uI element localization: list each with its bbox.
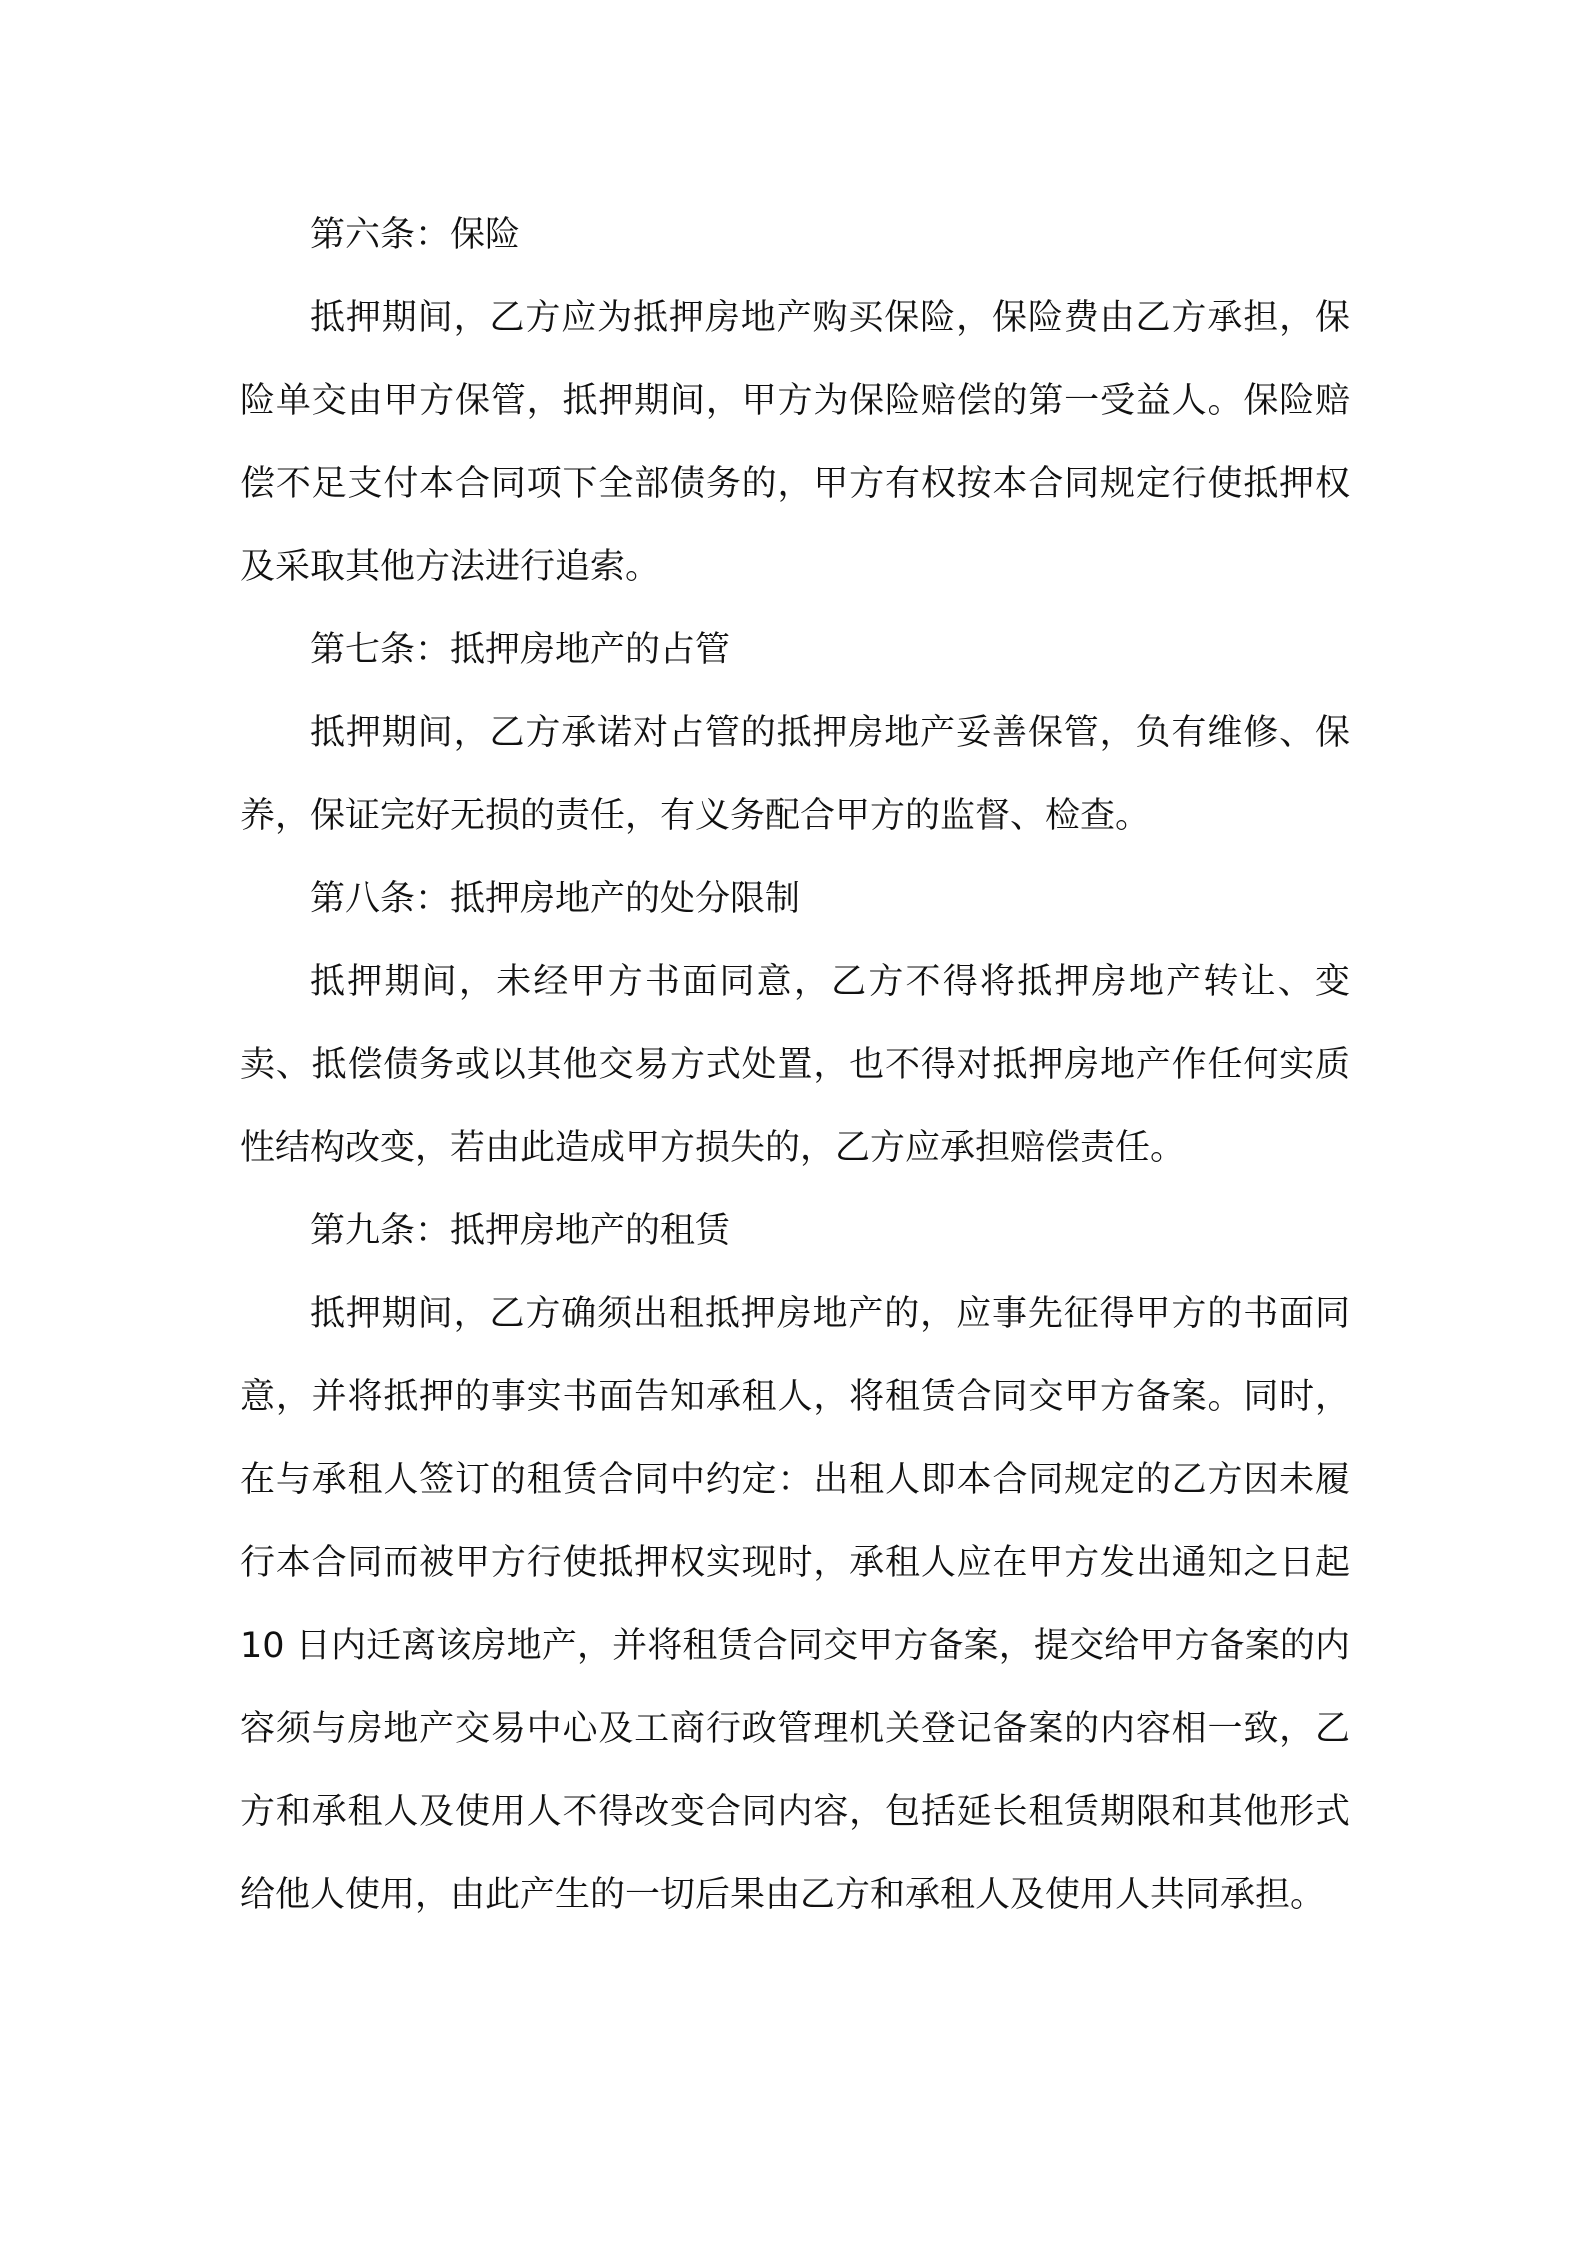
article-6-paragraph: 抵押期间，乙方应为抵押房地产购买保险，保险费由乙方承担，保险单交由甲方保管，抵押期间，甲方为保险赔偿的第一受益人。保险赔偿不足支付本合同项下全部债务的，甲方有权按本合同规定行使抵押权及采取其他方法进行追索。	[240, 298, 1350, 587]
article-9-heading: 第九条：抵押房地产的租赁	[310, 1211, 731, 1251]
article-8-heading: 第八条：抵押房地产的处分限制	[310, 879, 801, 919]
article-7-heading: 第七条：抵押房地产的占管	[310, 630, 731, 670]
article-6-heading: 第六条：保险	[310, 215, 521, 255]
article-9-paragraph: 抵押期间，乙方确须出租抵押房地产的，应事先征得甲方的书面同意，并将抵押的事实书面告知承租人，将租赁合同交甲方备案。同时，在与承租人签订的租赁合同中约定：出租人即本合同规定的乙方因未履行本合同而被甲方行使抵押权实现时，承租人应在甲方发出通知之日起 10 日内迁离该房地产，并将租赁合同交甲方备案，提交给甲方备案的内容须与房地产交易中心及工商行政管理机关登记备案的内容相一致，乙方和承租人及使用人不得改变合同内容，包括延长租赁期限和其他形式给他人使用，由此产生的一切后果由乙方和承租人及使用人共同承担。	[240, 1294, 1350, 1915]
article-7-paragraph: 抵押期间，乙方承诺对占管的抵押房地产妥善保管，负有维修、保养，保证完好无损的责任，有义务配合甲方的监督、检查。	[240, 713, 1350, 836]
article-8-paragraph: 抵押期间，未经甲方书面同意，乙方不得将抵押房地产转让、变卖、抵偿债务或以其他交易方式处置，也不得对抵押房地产作任何实质性结构改变，若由此造成甲方损失的，乙方应承担赔偿责任。	[240, 962, 1350, 1168]
document-body	[240, 194, 1350, 1937]
